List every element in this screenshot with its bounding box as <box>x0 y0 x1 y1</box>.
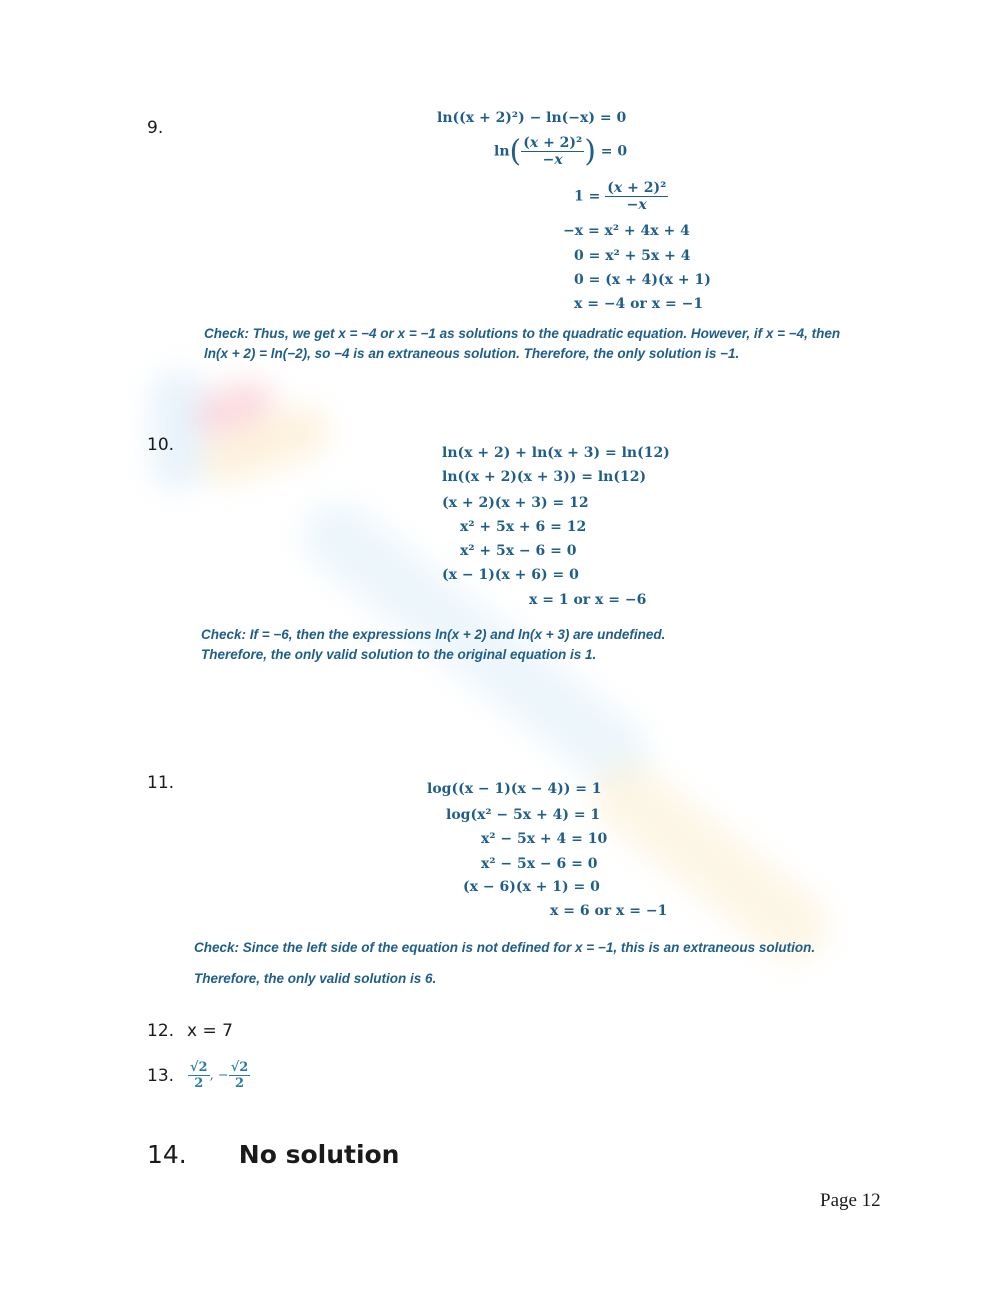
math-step: 0 = (x + 4)(x + 1) <box>574 272 711 288</box>
check-text: Check: Since the left side of the equation is not defined for x = −1, this is an extraneous solution. <box>194 940 816 955</box>
math-step: log((x − 1)(x − 4)) = 1 <box>427 781 602 797</box>
math-step: (x − 6)(x + 1) = 0 <box>463 879 600 895</box>
math-step: ln(x + 2) + ln(x + 3) = ln(12) <box>442 445 670 461</box>
math-step: x = 1 or x = −6 <box>529 592 647 608</box>
problem-number: 12. <box>147 1021 175 1041</box>
math-step: −x = x² + 4x + 4 <box>563 223 690 239</box>
answer: No solution <box>238 1140 400 1169</box>
math-step: 1 = $\frac{\text{(x + 2)²}}{-x}$ <box>574 180 667 213</box>
page-number: Page 12 <box>820 1190 881 1211</box>
math-step: (x + 2)(x + 3) = 12 <box>442 495 589 511</box>
math-step: x² + 5x + 6 = 12 <box>460 519 587 535</box>
problem-number: 9. <box>147 118 164 138</box>
check-text: Therefore, the only valid solution to the original equation is 1. <box>201 647 597 662</box>
problem-number: 10. <box>147 435 175 455</box>
watermark <box>150 370 210 490</box>
answer: $\frac{√2}{2}$ , − $\frac{√2}{2}$ <box>190 1060 249 1091</box>
math-step: (x − 1)(x + 6) = 0 <box>442 567 579 583</box>
watermark <box>195 399 334 490</box>
check-text: ln(x + 2) = ln(−2), so −4 is an extraneous solution. Therefore, the only solution is −1. <box>204 346 740 361</box>
math-step: 0 = x² + 5x + 4 <box>574 248 691 264</box>
problem-number: 13. <box>147 1066 175 1086</box>
watermark <box>189 373 281 447</box>
problem-14 <box>147 1140 399 1169</box>
math-step: x² − 5x − 6 = 0 <box>481 856 598 872</box>
check-text: Check: If = −6, then the expressions ln(x + 2) and ln(x + 3) are undefined. <box>201 627 666 642</box>
check-text: Therefore, the only valid solution is 6. <box>194 971 437 986</box>
check-text: Check: Thus, we get x = −4 or x = −1 as solutions to the quadratic equation. However, if x = −4, then <box>204 326 841 341</box>
math-step: ln((x + 2)(x + 3)) = ln(12) <box>442 469 647 485</box>
math-step: x² + 5x − 6 = 0 <box>460 543 577 559</box>
problem-number: 14. <box>147 1140 187 1169</box>
math-step: ln((x + 2)²) − ln(−x) = 0 <box>437 110 627 126</box>
math-step: log(x² − 5x + 4) = 1 <box>446 807 601 823</box>
math-step: x = 6 or x = −1 <box>550 903 668 919</box>
math-step: ln( $\frac{\text{(x + 2)²}}{-x}$ ) = 0 <box>494 134 628 169</box>
math-step: x² − 5x + 4 = 10 <box>481 831 608 847</box>
math-step: x = −4 or x = −1 <box>574 296 704 312</box>
problem-number: 11. <box>147 773 175 793</box>
answer: x = 7 <box>187 1021 233 1041</box>
